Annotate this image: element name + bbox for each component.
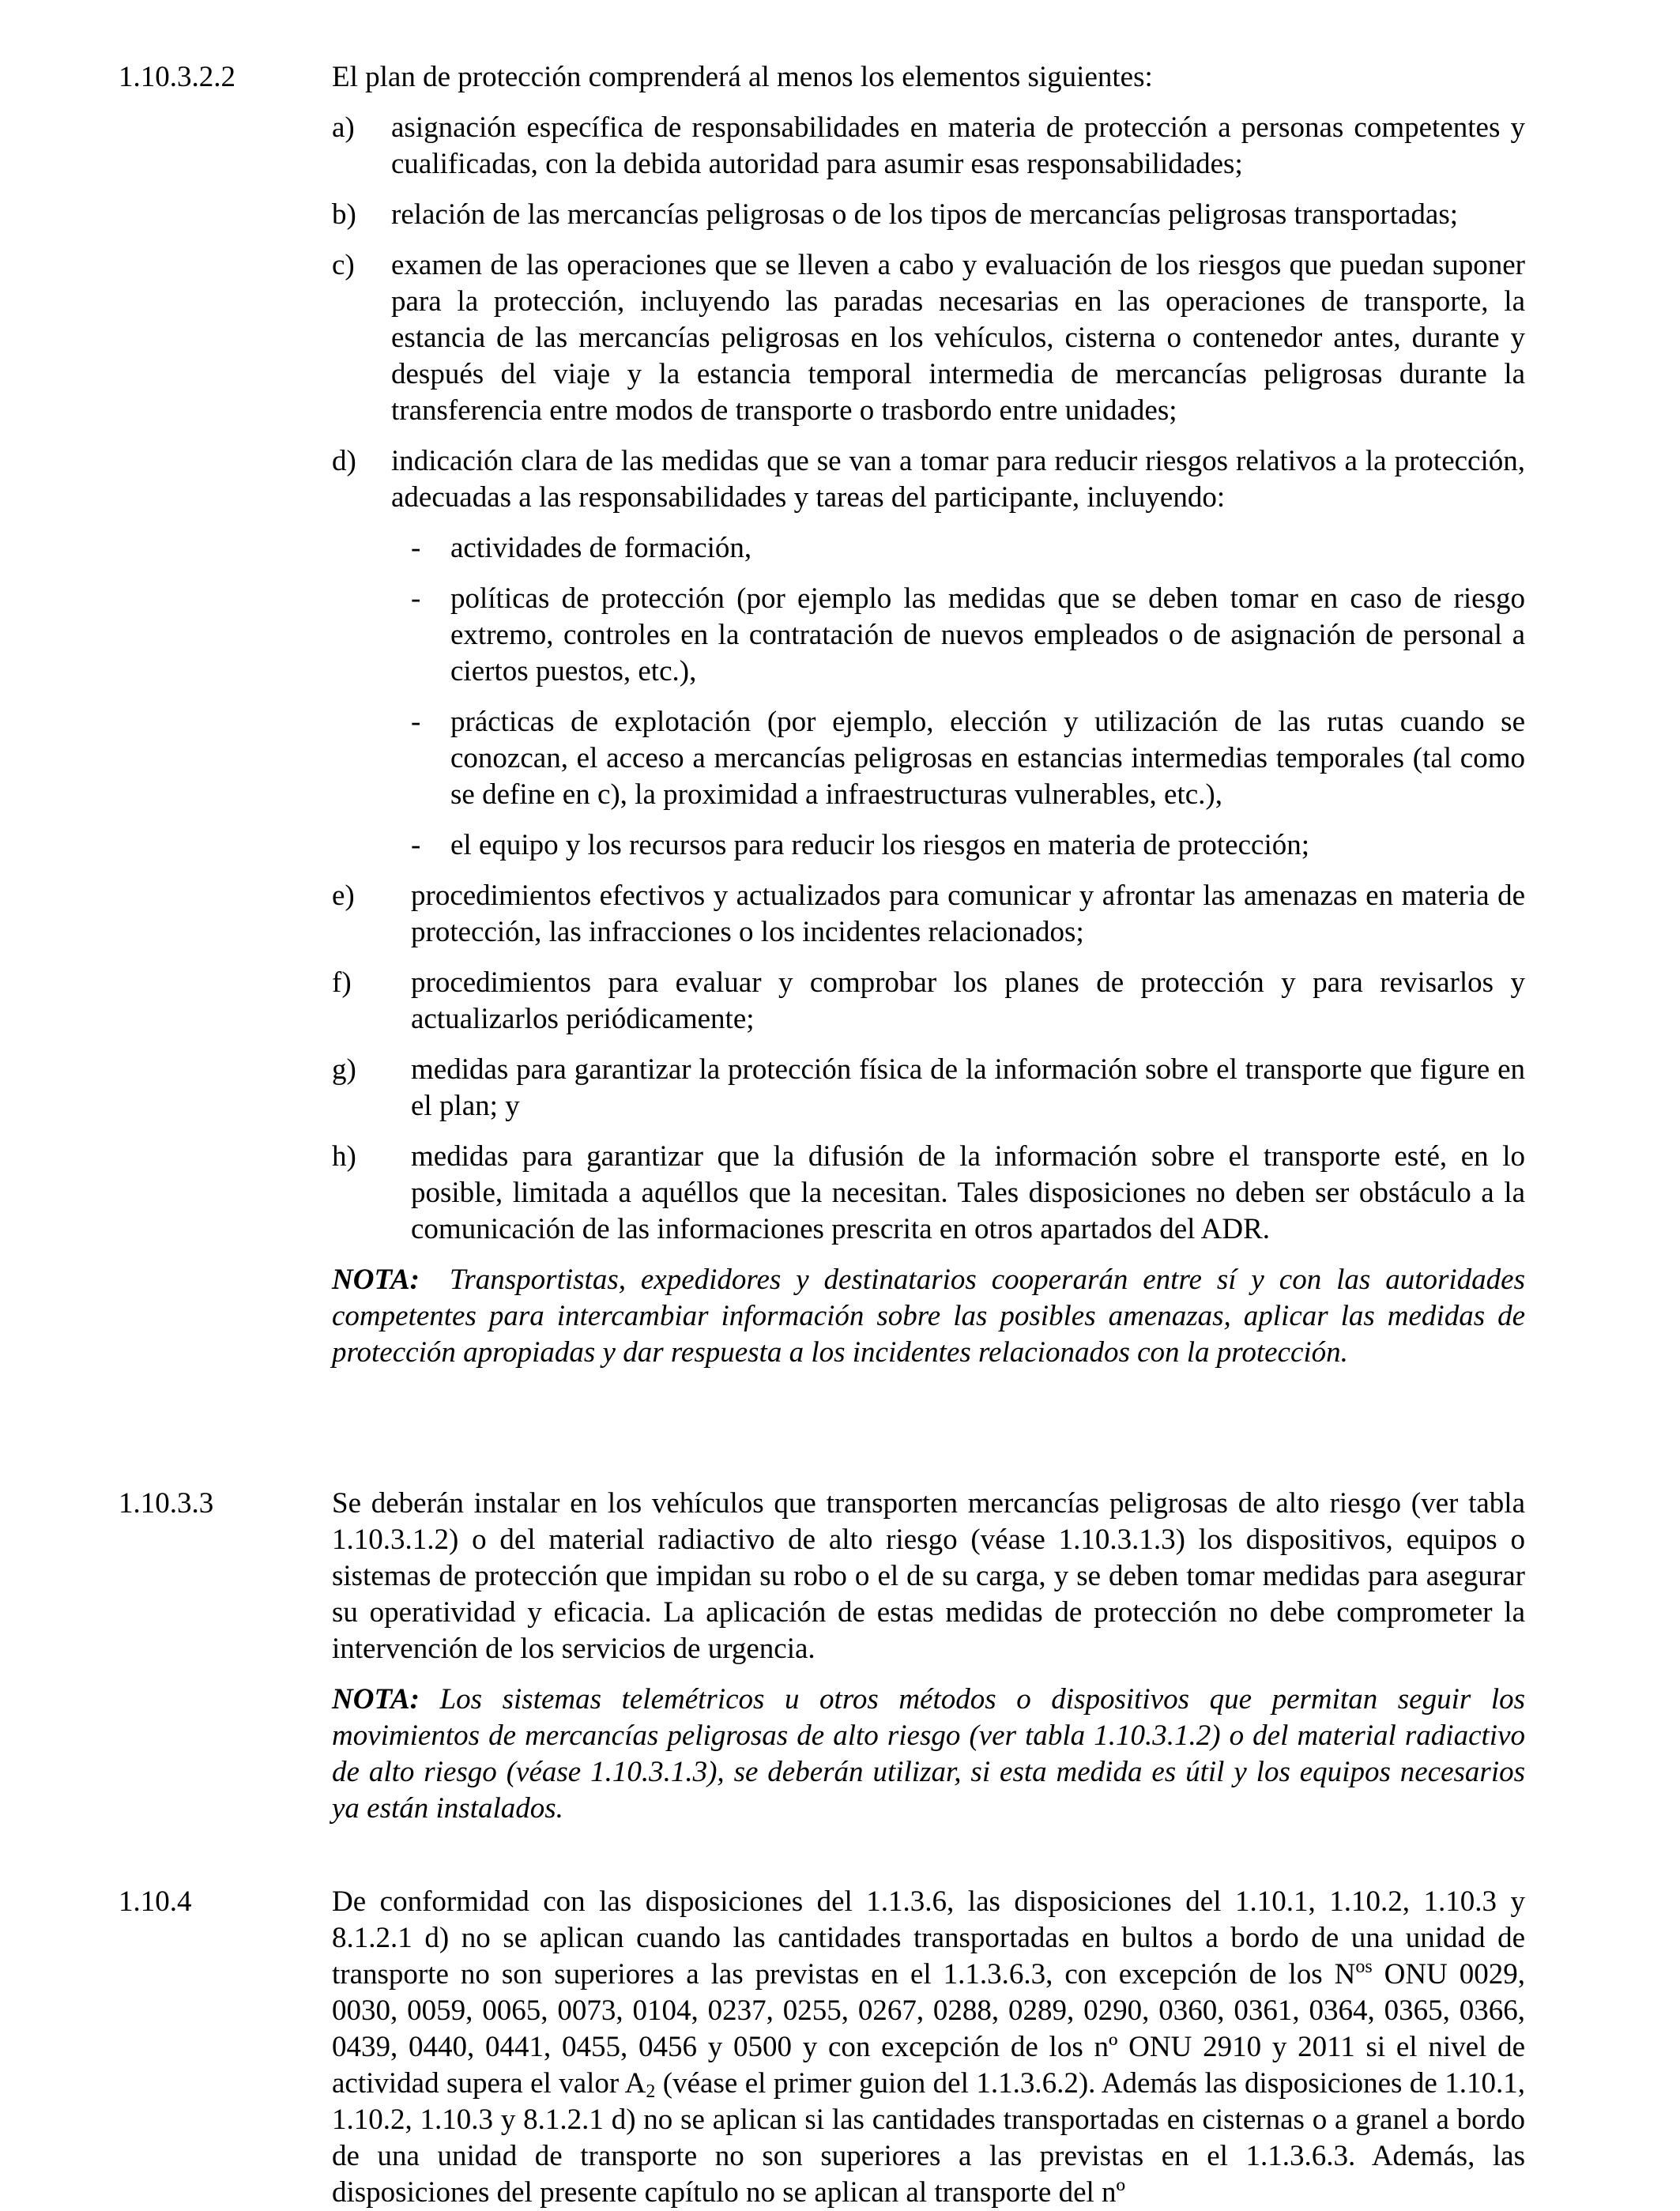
item-label: c) (332, 249, 355, 281)
section-number: 1.10.4 (119, 1885, 192, 1918)
section-number: 1.10.3.3 (119, 1487, 214, 1520)
sub-item (391, 827, 1525, 864)
section-number: 1.10.3.2.2 (119, 61, 235, 93)
item-list (332, 110, 1525, 1248)
item-text: procedimientos efectivos y actualizados para comunicar y afrontar las amenazas en materia de protección, las infracciones o los incidentes relacionados; (411, 880, 1525, 948)
sub-item (391, 581, 1525, 690)
section-body (332, 1486, 1525, 1841)
section-paragraph (332, 1884, 1525, 2211)
dash-bullet: - (411, 706, 421, 738)
item-label: b) (332, 198, 356, 231)
note-label: NOTA: (332, 1683, 420, 1716)
note-label: NOTA: (332, 1264, 420, 1296)
superscript: os (1355, 1957, 1373, 1977)
sub-item-text: prácticas de explotación (por ejemplo, elección y utilización de las rutas cuando se conozcan, el acceso a mercancías peligrosas en estancias intermedias temporales (tal como se define en c), la proximidad a infraestructuras vulnerables, etc.), (450, 706, 1525, 811)
item-label: h) (332, 1140, 356, 1173)
item-text: asignación específica de responsabilidades en materia de protección a personas competentes y cualificadas, con la debida autoridad para asumir esas responsabilidades; (391, 111, 1525, 180)
item-text: procedimientos para evaluar y comprobar los planes de protección y para revisarlos y actualizarlos periódicamente; (411, 966, 1525, 1035)
item-label: d) (332, 445, 356, 477)
dash-bullet: - (411, 829, 421, 861)
section-paragraph: Se deberán instalar en los vehículos que transporten mercancías peligrosas de alto riesgo (ver tabla 1.10.3.1.2) o del material radiactivo de alto riesgo (véase 1.10.3.1.3) los dispositivos, equipos o sistemas de protección que impidan su robo o el de su carga, y se deben tomar medidas para asegurar su operatividad y eficacia. La aplicación de estas medidas de protección no debe comprometer la intervención de los servicios de urgencia. (332, 1487, 1525, 1665)
sub-item (391, 530, 1525, 567)
note-paragraph (332, 1262, 1525, 1371)
section-intro: El plan de protección comprenderá al menos los elementos siguientes: (332, 61, 1153, 93)
sub-item-text: actividades de formación, (450, 532, 752, 564)
list-item-e (332, 878, 1525, 951)
item-label: e) (332, 880, 355, 912)
paragraph-text-3: (véase el primer guion del 1.1.3.6.2). Además las disposiciones de 1.10.1, 1.10.2, 1.10.3 y 8.1.2.1 d) no se aplican si las cantidades transportadas en cisternas o a granel a bordo de una unidad de transporte no son superiores a las previstas en el 1.1.3.6.3. Además, las disposiciones del presente capítulo no se aplican al transporte del nº (332, 2067, 1525, 2209)
note-text: Transportistas, expedidores y destinatarios cooperarán entre sí y con las autoridades competentes para intercambiar información sobre las posibles amenazas, aplicar las medidas de protección apropiadas y dar respuesta a los incidentes relacionados con la protección. (332, 1264, 1525, 1369)
item-text: medidas para garantizar la protección física de la información sobre el transporte que figure en el plan; y (411, 1053, 1525, 1122)
item-text-body: indicación clara de las medidas que se van a tomar para reducir riesgos relativos a la protección, adecuadas a las responsabilidades y tareas del participante, incluyendo: (391, 445, 1525, 514)
item-text: examen de las operaciones que se lleven a cabo y evaluación de los riesgos que puedan suponer para la protección, incluyendo las paradas necesarias en las operaciones de transporte, la estancia de las mercancías peligrosas en los vehículos, cisterna o contenedor antes, durante y después del viaje y la estancia temporal intermedia de mercancías peligrosas durante la transferencia entre modos de transporte o trasbordo entre unidades; (391, 249, 1525, 427)
sub-item (391, 704, 1525, 813)
item-label: f) (332, 966, 352, 999)
dash-bullet: - (411, 582, 421, 615)
list-item-b (332, 197, 1525, 233)
dash-bullet: - (411, 532, 421, 564)
item-label: a) (332, 111, 355, 144)
paragraph-text-2: ONU 0029, 0030, 0059, 0065, 0073, 0104, 0237, 0255, 0267, 0288, 0289, 0290, 0360, 0361, 0364, 0365, 0366, 0439, 0440, 0441, 0455, 0456 y 0500 y con excepción de los nº ONU 2910 y 2011 si el nivel de actividad supera el valor A (332, 1958, 1525, 2100)
section-body (332, 59, 1525, 1385)
list-item-a (332, 110, 1525, 183)
note-text: Los sistemas telemétricos u otros métodos o dispositivos que permitan seguir los movimientos de mercancías peligrosas de alto riesgo (ver tabla 1.10.3.1.2) o del material radiactivo de alto riesgo (véase 1.10.3.1.3), se deberán utilizar, si esta medida es útil y los equipos necesarios ya están instalados. (332, 1683, 1526, 1825)
item-text: medidas para garantizar que la difusión de la información sobre el transporte esté, en lo posible, limitada a aquéllos que la necesitan. Tales disposiciones no deben ser obstáculo a la comunicación de las informaciones prescrita en otros apartados del ADR. (411, 1140, 1525, 1245)
sub-item-list (391, 530, 1525, 864)
list-item-f (332, 965, 1525, 1038)
subscript: 2 (646, 2081, 656, 2102)
list-item-d (332, 443, 1525, 864)
note-paragraph (332, 1682, 1525, 1827)
list-item-c (332, 247, 1525, 429)
item-text: relación de las mercancías peligrosas o de los tipos de mercancías peligrosas transportadas; (391, 198, 1459, 231)
paragraph-text-1: De conformidad con las disposiciones del 1.1.3.6, las disposiciones del 1.10.1, 1.10.2, 1.10.3 y 8.1.2.1 d) no se aplican cuando las cantidades transportadas en bultos a bordo de una unidad de transporte no son superiores a las previstas en el 1.1.3.6.3, con excepción de los N (332, 1885, 1525, 1991)
sub-item-text: el equipo y los recursos para reducir los riesgos en materia de protección; (450, 829, 1310, 861)
list-item-h (332, 1139, 1525, 1248)
item-label: g) (332, 1053, 356, 1086)
section-body (332, 1884, 1525, 2211)
item-text (391, 443, 1525, 864)
list-item-g (332, 1052, 1525, 1124)
sub-item-text: políticas de protección (por ejemplo las medidas que se deben tomar en caso de riesgo extremo, controles en la contratación de nuevos empleados o de asignación de personal a ciertos puestos, etc.), (450, 582, 1525, 687)
